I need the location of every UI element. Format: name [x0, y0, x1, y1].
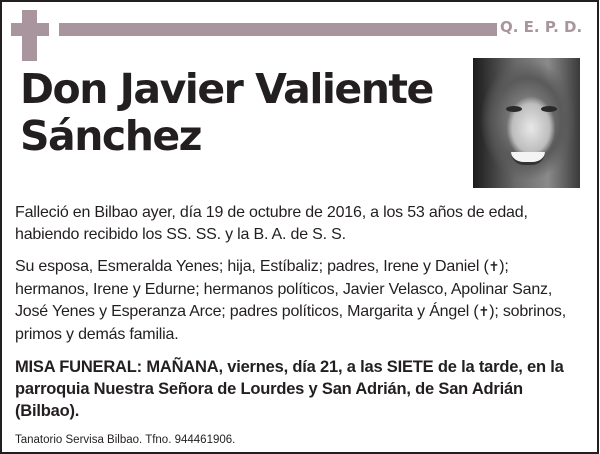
funeral-home-footer: Tanatorio Servisa Bilbao. Tfno. 944461906. — [15, 434, 236, 446]
qepd-label: Q. E. P. D. — [500, 18, 583, 36]
deceased-cross-icon: ✝ — [488, 260, 500, 275]
photo-smile — [511, 152, 545, 165]
family-text-2: ); hermanos, Irene y Edurne; hermanos políticos, Javier Velasco, Apolinar Sanz, José Yenes y Esperanza Arce; padres políticos, Margarita y Ángel ( — [15, 258, 553, 320]
cross-icon-horizontal — [11, 23, 49, 36]
photo-eye-left — [506, 106, 522, 112]
funeral-mass-paragraph: MISA FUNERAL: MAÑANA, viernes, día 21, a las SIETE de la tarde, en la parroquia Nuestra Señora de Lourdes y San Adrián, de San Adrián (Bilbao). — [15, 358, 564, 420]
family-text-1: Su esposa, Esmeralda Yenes; hija, Estíbaliz; padres, Irene y Daniel ( — [15, 258, 489, 275]
header-rule — [59, 23, 497, 36]
deceased-name — [20, 66, 460, 160]
photo-eye-right — [541, 106, 557, 112]
portrait-photo — [473, 58, 580, 188]
death-notice-paragraph: Falleció en Bilbao ayer, día 19 de octubre de 2016, a los 53 años de edad, habiendo recibido los SS. SS. y la B. A. de S. S. — [15, 204, 528, 243]
deceased-cross-icon: ✝ — [478, 305, 490, 320]
family-paragraph — [15, 256, 585, 346]
name-line-2: Sánchez — [20, 112, 202, 160]
name-line-1: Don Javier Valiente — [20, 65, 433, 113]
family-text-3: ); sobrinos, primos y demás familia. — [15, 303, 566, 343]
